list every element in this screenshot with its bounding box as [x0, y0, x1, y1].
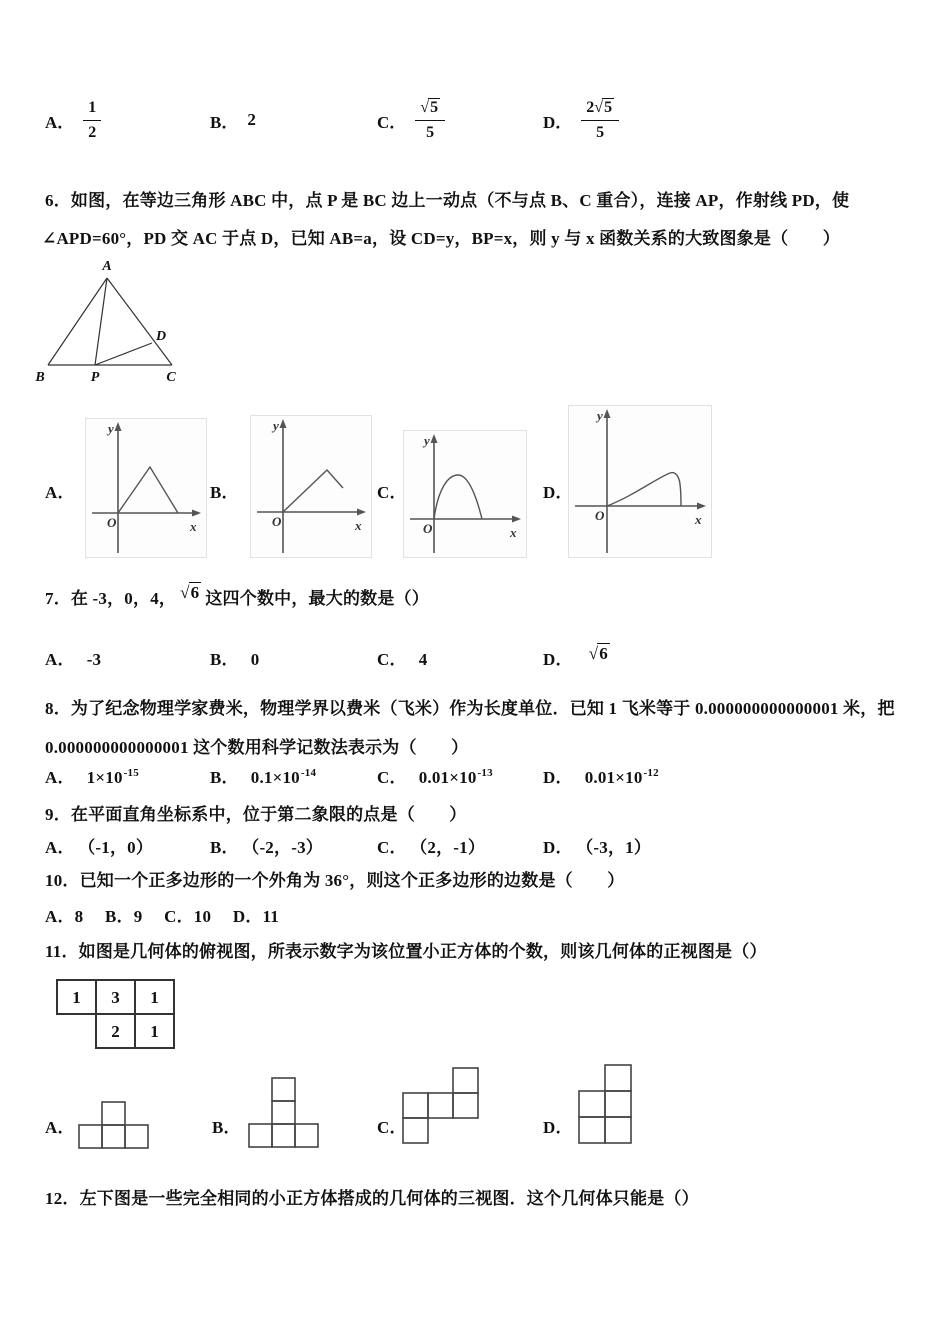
- triangle-lines: [48, 278, 172, 365]
- option-b-value: （-2，-3）: [250, 838, 323, 857]
- grid-value: 3: [111, 988, 120, 1007]
- curve-tent: [118, 467, 178, 513]
- cube-face: [428, 1093, 453, 1118]
- axes: [257, 424, 361, 553]
- q11-option-c-label: C．: [377, 1118, 407, 1137]
- cubes-front-view: [403, 1068, 478, 1143]
- option-c-base: 0.01×10: [418, 768, 477, 787]
- question7-text-after: 这四个数中，最大的数是（）: [205, 589, 429, 608]
- option-d-label: D．: [543, 768, 573, 787]
- fraction-denominator: 2: [88, 123, 97, 141]
- question7-option-d: [543, 645, 614, 670]
- option-a-label: A．: [45, 768, 75, 787]
- option-c-label: C．: [377, 838, 407, 857]
- cube-face: [272, 1124, 295, 1147]
- axis-label-y: y: [597, 408, 603, 423]
- sqrt6-expression: [589, 644, 610, 664]
- graph-option-a-label: A．: [45, 483, 75, 502]
- question11-text: 11．如图是几何体的俯视图，所表示数字为该位置小正方体的个数，则该几何体的正视图是（）: [45, 942, 767, 961]
- q11-option-d-label: D．: [543, 1118, 573, 1137]
- option-b-exponent: -14: [300, 767, 317, 780]
- option-d-label: D．: [543, 112, 573, 132]
- cube-face: [605, 1117, 631, 1143]
- graph-option-d: [568, 405, 712, 558]
- option-c-exponent: -13: [477, 767, 493, 780]
- option-d-label: D．: [543, 650, 573, 669]
- option-b-value: 2: [247, 110, 256, 129]
- cube-face: [125, 1125, 148, 1148]
- option-c-value: 4: [418, 650, 428, 669]
- option-a-base: 1×10: [86, 768, 123, 787]
- cube-face: [579, 1091, 605, 1117]
- graph-option-a: [85, 418, 207, 558]
- graph-option-c-label: C．: [377, 483, 407, 502]
- question8-option-b: [210, 763, 316, 788]
- top-view-grid: [56, 979, 178, 1051]
- option-b-label: B．: [210, 838, 239, 857]
- question8-text-line2: 0.000000000000001 这个数用科学记数法表示为（ ）: [45, 738, 469, 757]
- question8-option-d: [543, 763, 659, 788]
- cube-face: [249, 1124, 272, 1147]
- vertex-label-B: B: [35, 370, 45, 385]
- vertex-label-C: C: [166, 370, 176, 385]
- segment-PD: [95, 343, 152, 365]
- graph-option-d-label: D．: [543, 483, 573, 502]
- cube-face: [295, 1124, 318, 1147]
- radicand: 6: [190, 583, 200, 602]
- radicand: 6: [599, 644, 608, 663]
- option-b-value: 0: [250, 650, 260, 669]
- question8-option-c: [377, 763, 493, 788]
- cubes-front-view: [579, 1065, 631, 1143]
- segment-AP: [95, 278, 107, 365]
- option-b-label: B．: [210, 112, 239, 132]
- axis-label-x: x: [695, 512, 702, 527]
- question7-text-before: 7．在 -3，0，4，: [45, 589, 177, 608]
- cube-face: [579, 1117, 605, 1143]
- question10-text: 10．已知一个正多边形的一个外角为 36°，则这个正多边形的边数是（ ）: [45, 871, 625, 890]
- fraction-2sqrt5-over-5: [581, 98, 619, 141]
- question9-option-d: [543, 833, 651, 858]
- radicand: 5: [604, 99, 613, 117]
- fraction-denominator: 5: [426, 123, 435, 141]
- fraction-numerator: [581, 98, 619, 120]
- q11-option-a-label: A．: [45, 1118, 75, 1137]
- question12-text: 12．左下图是一些完全相同的小正方体搭成的几何体的三视图．这个几何体只能是（）: [45, 1189, 699, 1208]
- curve-rise-partial-fall: [283, 470, 343, 512]
- graph-option-b-label: B．: [210, 483, 239, 502]
- question7-option-a: [45, 645, 101, 670]
- graph-option-c: [403, 430, 527, 558]
- vertex-label-A: A: [102, 259, 112, 274]
- option-a-value: -3: [86, 650, 102, 669]
- option-b-base: 0.1×10: [250, 768, 300, 787]
- question9-option-b: [210, 833, 323, 858]
- question9-option-a: [45, 833, 153, 858]
- x-axis-arrow: [357, 509, 366, 516]
- q11-option-figure-d: [578, 1064, 633, 1145]
- question5-option-a: [45, 92, 101, 148]
- question6-triangle-figure: [28, 258, 193, 396]
- option-a-label: A．: [45, 838, 75, 857]
- y-axis-arrow: [280, 419, 287, 428]
- cube-face: [403, 1093, 428, 1118]
- option-a-label: A．: [45, 112, 75, 132]
- cube-face: [272, 1101, 295, 1124]
- axes: [92, 427, 196, 553]
- coefficient: 2: [586, 99, 595, 117]
- cube-face: [605, 1091, 631, 1117]
- grid-value: 1: [150, 988, 159, 1007]
- fraction-one-half: [83, 98, 101, 141]
- vertex-label-D: D: [155, 329, 167, 344]
- option-a-exponent: -15: [123, 767, 139, 780]
- question7-option-b: [210, 645, 259, 670]
- cube-face: [102, 1102, 125, 1125]
- option-d-exponent: -12: [643, 767, 659, 780]
- option-c-label: C．: [377, 112, 407, 132]
- option-a-label: A．: [45, 650, 75, 669]
- question7-option-c: [377, 645, 427, 670]
- cube-face: [272, 1078, 295, 1101]
- question9-option-c: [377, 833, 485, 858]
- option-a-value: （-1，0）: [86, 838, 154, 857]
- radicand: 5: [430, 99, 439, 117]
- question8-option-a: [45, 763, 139, 788]
- q11-option-b-label: B．: [212, 1118, 241, 1137]
- axes: [575, 414, 701, 553]
- radical-sign: √: [588, 644, 599, 663]
- q11-option-figure-a: [78, 1101, 150, 1150]
- fraction-sqrt5-over-5: [415, 98, 445, 141]
- q11-option-figure-c: [402, 1067, 480, 1145]
- cubes-front-view: [249, 1078, 318, 1147]
- question7-text: [45, 584, 429, 609]
- option-d-value: （-3，1）: [584, 838, 652, 857]
- origin-label: O: [423, 521, 433, 536]
- side-CA: [107, 278, 172, 365]
- curve-arch: [434, 475, 482, 519]
- vertex-label-P: P: [90, 370, 100, 385]
- cube-face: [453, 1093, 478, 1118]
- y-axis-arrow: [431, 434, 438, 443]
- grid-value: 2: [111, 1022, 120, 1041]
- radical-sign: √: [594, 99, 604, 117]
- question5-option-c: [377, 92, 445, 148]
- x-axis-arrow: [192, 510, 201, 517]
- cube-face: [79, 1125, 102, 1148]
- grid-value: 1: [150, 1022, 159, 1041]
- question8-text-line1: 8．为了纪念物理学家费米，物理学界以费米（飞米）作为长度单位．已知 1 飞米等于 0.000000000000001 米，把: [45, 699, 895, 718]
- option-d-base: 0.01×10: [584, 768, 643, 787]
- x-axis-arrow: [697, 503, 706, 510]
- q11-option-figure-b: [248, 1077, 320, 1149]
- cube-face: [605, 1065, 631, 1091]
- radical-sign: √: [180, 583, 190, 602]
- question9-text: 9．在平面直角坐标系中，位于第二象限的点是（ ）: [45, 805, 467, 824]
- side-AB: [48, 278, 107, 365]
- radical-sign: √: [420, 99, 430, 117]
- option-b-label: B．: [210, 768, 239, 787]
- option-c-label: C．: [377, 650, 407, 669]
- cubes-front-view: [79, 1102, 148, 1148]
- option-c-value: （2，-1）: [418, 838, 486, 857]
- y-axis-arrow: [604, 409, 611, 418]
- cube-face: [102, 1125, 125, 1148]
- option-c-label: C．: [377, 768, 407, 787]
- cube-face: [403, 1118, 428, 1143]
- axis-label-x: x: [355, 518, 362, 533]
- fraction-numerator: 1: [83, 98, 101, 120]
- question6-text-line1: 6．如图，在等边三角形 ABC 中，点 P 是 BC 边上一动点（不与点 B、C 重合），连接 AP，作射线 PD，使: [45, 191, 850, 210]
- question5-option-d: [543, 92, 619, 148]
- option-b-label: B．: [210, 650, 239, 669]
- origin-label: O: [107, 515, 117, 530]
- axis-label-y: y: [108, 421, 114, 436]
- x-axis-arrow: [512, 516, 521, 523]
- graph-option-b: [250, 415, 372, 558]
- question5-option-b: [210, 92, 256, 148]
- axis-label-y: y: [424, 433, 430, 448]
- origin-label: O: [272, 514, 282, 529]
- question10-options-line: A．8 B．9 C．10 D．11: [45, 907, 279, 926]
- cube-face: [453, 1068, 478, 1093]
- question6-text-line2: ∠APD=60°，PD 交 AC 于点 D，已知 AB=a，设 CD=y，BP=x，则 y 与 x 函数关系的大致图象是（ ）: [42, 229, 840, 248]
- axis-label-y: y: [273, 418, 279, 433]
- axis-label-x: x: [510, 525, 517, 540]
- fraction-numerator: [415, 98, 445, 120]
- sqrt6-expression: [180, 583, 201, 603]
- axis-label-x: x: [190, 519, 197, 534]
- curve-skewed-arch: [607, 473, 681, 506]
- origin-label: O: [595, 508, 605, 523]
- y-axis-arrow: [115, 422, 122, 431]
- option-d-label: D．: [543, 838, 573, 857]
- fraction-denominator: 5: [596, 123, 605, 141]
- grid-value: 1: [72, 988, 81, 1007]
